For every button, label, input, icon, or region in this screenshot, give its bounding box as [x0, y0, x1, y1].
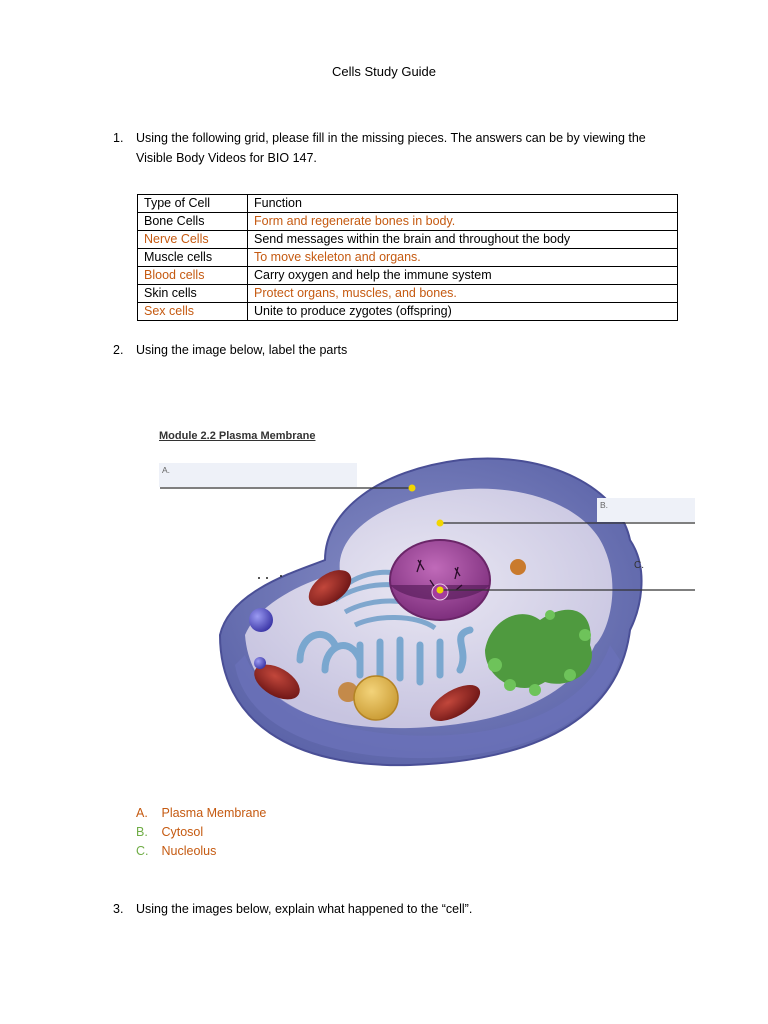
cell-types-table [137, 194, 678, 321]
table-cell: Form and regenerate bones in body. [248, 213, 678, 231]
label-c: C. [634, 560, 644, 571]
label-box-c [631, 558, 695, 578]
label-box-b [597, 498, 695, 522]
list-item [136, 804, 266, 823]
table-header: Type of Cell [138, 195, 248, 213]
answer-text: Plasma Membrane [161, 806, 267, 820]
list-item [136, 823, 266, 842]
list-item [136, 842, 266, 861]
answer-list [136, 804, 266, 861]
table-cell: Send messages within the brain and throughout the body [248, 231, 678, 249]
table-row [138, 267, 678, 285]
table-row [138, 249, 678, 267]
table-cell: Muscle cells [138, 249, 248, 267]
answer-letter: C. [136, 844, 149, 858]
answer-letter: B. [136, 825, 148, 839]
label-a: A. [162, 465, 171, 475]
label-b: B. [600, 500, 609, 510]
question-text: Using the following grid, please fill in the missing pieces. The answers can be by viewing the Visible Body Videos for BIO 147. [136, 131, 646, 165]
table-row [138, 213, 678, 231]
cell-diagram-figure [150, 420, 710, 800]
table-cell: Carry oxygen and help the immune system [248, 267, 678, 285]
answer-text: Cytosol [161, 825, 204, 839]
label-box-a [159, 463, 357, 487]
table-cell: Blood cells [138, 267, 248, 285]
question-number: 2. [113, 343, 124, 357]
figure-title: Module 2.2 Plasma Membrane [159, 430, 316, 442]
table-cell: Nerve Cells [138, 231, 248, 249]
table-header-row [138, 195, 678, 213]
table-row [138, 303, 678, 321]
page-title: Cells Study Guide [331, 64, 437, 79]
table-row [138, 231, 678, 249]
table-cell: Sex cells [138, 303, 248, 321]
table-cell: Bone Cells [138, 213, 248, 231]
question-1 [113, 128, 646, 165]
question-3 [113, 899, 473, 919]
question-number: 3. [113, 902, 124, 916]
table-row [138, 285, 678, 303]
question-text: Using the images below, explain what happened to the “cell”. [136, 902, 473, 916]
question-text: Using the image below, label the parts [136, 343, 348, 357]
table-cell: Protect organs, muscles, and bones. [248, 285, 678, 303]
table-cell: To move skeleton and organs. [248, 249, 678, 267]
question-number: 1. [113, 131, 124, 145]
table-cell: Unite to produce zygotes (offspring) [248, 303, 678, 321]
answer-letter: A. [136, 806, 148, 820]
table-cell: Skin cells [138, 285, 248, 303]
nucleus [390, 540, 490, 620]
question-2 [113, 340, 348, 360]
answer-text: Nucleolus [161, 844, 217, 858]
table-header: Function [248, 195, 678, 213]
